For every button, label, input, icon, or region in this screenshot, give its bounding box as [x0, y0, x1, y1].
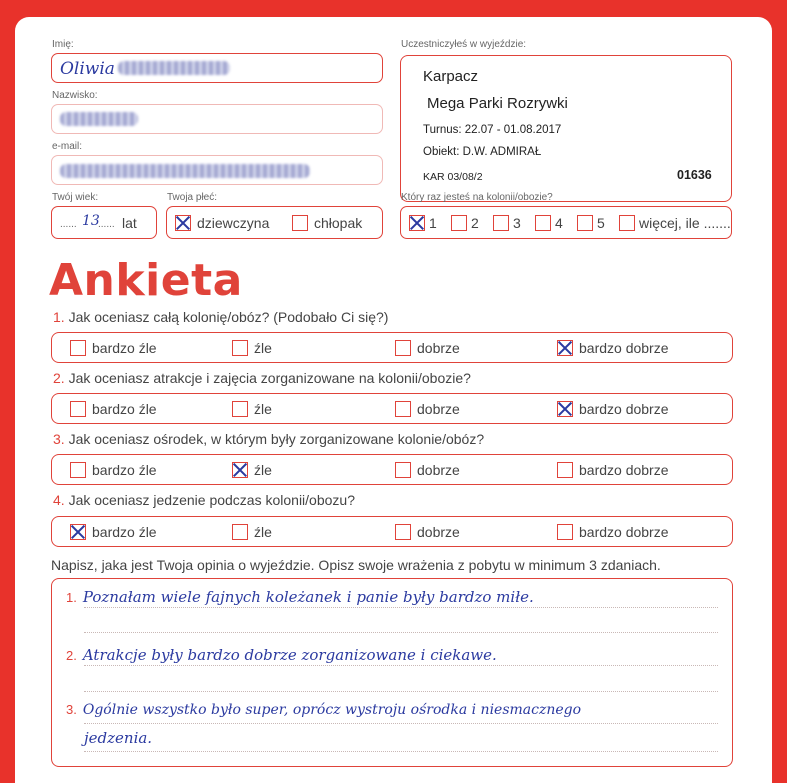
times-3-label: 3 — [513, 214, 521, 231]
survey-sheet — [15, 17, 772, 783]
name-label: Imię: — [52, 39, 74, 50]
rating-label: bardzo dobrze — [579, 461, 669, 478]
times-option-1[interactable] — [409, 214, 437, 232]
rating-checkbox[interactable] — [557, 462, 573, 478]
times-4-label: 4 — [555, 214, 563, 231]
times-label: Który raz jesteś na kolonii/obozie? — [401, 192, 553, 203]
rating-option[interactable] — [395, 523, 460, 541]
writing-line — [84, 632, 718, 633]
times-more-checkbox[interactable] — [619, 215, 635, 231]
rating-checkbox[interactable] — [557, 524, 573, 540]
rating-checkbox[interactable] — [232, 524, 248, 540]
rating-option[interactable] — [70, 339, 157, 357]
question-number: 4. — [53, 492, 65, 508]
rating-option[interactable] — [70, 461, 157, 479]
female-checkbox[interactable] — [175, 215, 191, 231]
writing-line — [84, 691, 718, 692]
rating-checkbox[interactable] — [557, 401, 573, 417]
times-more-label: więcej, ile ....... — [639, 214, 731, 231]
rating-row-3 — [51, 454, 733, 485]
question-number: 1. — [53, 309, 65, 325]
times-option-5[interactable] — [577, 214, 605, 232]
rating-option[interactable] — [70, 523, 157, 541]
surname-label: Nazwisko: — [52, 90, 98, 101]
times-option-4[interactable] — [535, 214, 563, 232]
answer-1-num: 1. — [66, 590, 77, 605]
rating-checkbox[interactable] — [70, 462, 86, 478]
female-label: dziewczyna — [197, 214, 270, 231]
question-text: Jak oceniasz całą kolonię/obóz? (Podobało Ci się?) — [68, 309, 389, 325]
times-5-checkbox[interactable] — [577, 215, 593, 231]
rating-checkbox[interactable] — [557, 340, 573, 356]
name-value: Oliwia — [60, 59, 115, 79]
rating-label: źle — [254, 400, 272, 417]
age-label: Twój wiek: — [52, 192, 99, 203]
rating-checkbox[interactable] — [232, 401, 248, 417]
rating-row-4 — [51, 516, 733, 547]
rating-row-1 — [51, 332, 733, 363]
question-3 — [53, 431, 484, 447]
surname-redaction — [118, 61, 230, 75]
question-1 — [53, 309, 388, 325]
rating-label: dobrze — [417, 339, 460, 356]
writing-line — [84, 665, 718, 666]
male-checkbox[interactable] — [292, 215, 308, 231]
email-field[interactable] — [51, 155, 383, 185]
age-value: 13 — [82, 213, 100, 229]
question-4 — [53, 492, 355, 508]
answer-3-num: 3. — [66, 702, 77, 717]
times-5-label: 5 — [597, 214, 605, 231]
camp-turnus: Turnus: 22.07 - 01.08.2017 — [423, 124, 562, 136]
rating-label: źle — [254, 461, 272, 478]
question-number: 2. — [53, 370, 65, 386]
email-value-redaction — [60, 164, 310, 178]
question-number: 3. — [53, 431, 65, 447]
rating-option[interactable] — [557, 339, 669, 357]
camp-obiekt: Obiekt: D.W. ADMIRAŁ — [423, 146, 542, 158]
question-text: Jak oceniasz ośrodek, w którym były zorganizowane kolonie/obóz? — [68, 431, 485, 447]
gender-label: Twoja płeć: — [167, 192, 218, 203]
opinion-prompt: Napisz, jaka jest Twoja opinia o wyjeździe. Opisz swoje wrażenia z pobytu w minimum 3 zdaniach. — [51, 557, 661, 573]
rating-checkbox[interactable] — [232, 340, 248, 356]
gender-option-female[interactable] — [175, 214, 269, 232]
question-2 — [53, 370, 471, 386]
answer-3 — [66, 702, 581, 718]
rating-option[interactable] — [232, 461, 272, 479]
age-dots-left: ...... — [60, 219, 77, 230]
rating-label: źle — [254, 523, 272, 540]
answer-3-text: Ogólnie wszystko było super, oprócz wystroju ośrodka i niesmacznego — [82, 702, 582, 718]
times-4-checkbox[interactable] — [535, 215, 551, 231]
rating-label: dobrze — [417, 461, 460, 478]
answer-3-continued: jedzenia. — [84, 729, 153, 747]
rating-checkbox[interactable] — [395, 462, 411, 478]
rating-label: dobrze — [417, 400, 460, 417]
rating-checkbox[interactable] — [70, 524, 86, 540]
writing-line — [84, 723, 718, 724]
question-text: Jak oceniasz jedzenie podczas kolonii/obozu? — [68, 492, 355, 508]
rating-checkbox[interactable] — [70, 401, 86, 417]
camp-number: 01636 — [677, 168, 712, 182]
rating-option[interactable] — [232, 400, 272, 418]
answer-2 — [66, 646, 497, 664]
rating-option[interactable] — [395, 339, 460, 357]
writing-line — [84, 607, 718, 608]
gender-field — [166, 206, 383, 239]
answer-2-num: 2. — [66, 648, 77, 663]
rating-option[interactable] — [557, 400, 669, 418]
times-2-label: 2 — [471, 214, 479, 231]
rating-label: dobrze — [417, 523, 460, 540]
rating-label: bardzo dobrze — [579, 400, 669, 417]
camp-name: Mega Parki Rozrywki — [427, 95, 568, 112]
rating-option[interactable] — [395, 400, 460, 418]
age-unit: lat — [122, 215, 137, 231]
gender-option-male[interactable] — [292, 214, 362, 232]
name-field[interactable] — [51, 53, 383, 83]
rating-label: bardzo źle — [92, 523, 157, 540]
answer-1-text: Poznałam wiele fajnych koleżanek i panie były bardzo miłe. — [82, 588, 534, 606]
rating-label: źle — [254, 339, 272, 356]
camp-label: Uczestniczyłeś w wyjeździe: — [401, 39, 527, 50]
answer-2-text: Atrakcje były bardzo dobrze zorganizowane i ciekawe. — [82, 646, 497, 664]
question-text: Jak oceniasz atrakcje i zajęcia zorganizowane na kolonii/obozie? — [68, 370, 471, 386]
rating-option[interactable] — [557, 523, 669, 541]
times-1-checkbox[interactable] — [409, 215, 425, 231]
times-2-checkbox[interactable] — [451, 215, 467, 231]
times-1-label: 1 — [429, 214, 437, 231]
times-option-3[interactable] — [493, 214, 521, 232]
writing-line — [84, 751, 718, 752]
age-dots-right: ...... — [98, 219, 115, 230]
rating-label: bardzo źle — [92, 339, 157, 356]
rating-checkbox[interactable] — [70, 340, 86, 356]
email-label: e-mail: — [52, 141, 83, 152]
rating-row-2 — [51, 393, 733, 424]
rating-option[interactable] — [395, 461, 460, 479]
survey-title: Ankieta — [49, 255, 243, 306]
rating-checkbox[interactable] — [232, 462, 248, 478]
times-field — [400, 206, 732, 239]
rating-option[interactable] — [232, 523, 272, 541]
rating-label: bardzo dobrze — [579, 523, 669, 540]
times-option-2[interactable] — [451, 214, 479, 232]
times-option-more[interactable] — [619, 214, 731, 232]
rating-checkbox[interactable] — [395, 524, 411, 540]
rating-option[interactable] — [70, 400, 157, 418]
rating-label: bardzo dobrze — [579, 339, 669, 356]
male-label: chłopak — [314, 214, 363, 231]
rating-option[interactable] — [232, 339, 272, 357]
surname-field[interactable] — [51, 104, 383, 134]
rating-label: bardzo źle — [92, 461, 157, 478]
camp-box — [400, 55, 732, 202]
rating-checkbox[interactable] — [395, 401, 411, 417]
rating-label: bardzo źle — [92, 400, 157, 417]
rating-option[interactable] — [557, 461, 669, 479]
opinion-box[interactable] — [51, 578, 733, 767]
camp-city: Karpacz — [423, 68, 479, 85]
camp-code: KAR 03/08/2 — [423, 171, 483, 183]
surname-value-redaction — [60, 112, 138, 126]
answer-1 — [66, 588, 534, 606]
age-field[interactable] — [51, 206, 157, 239]
rating-checkbox[interactable] — [395, 340, 411, 356]
times-3-checkbox[interactable] — [493, 215, 509, 231]
